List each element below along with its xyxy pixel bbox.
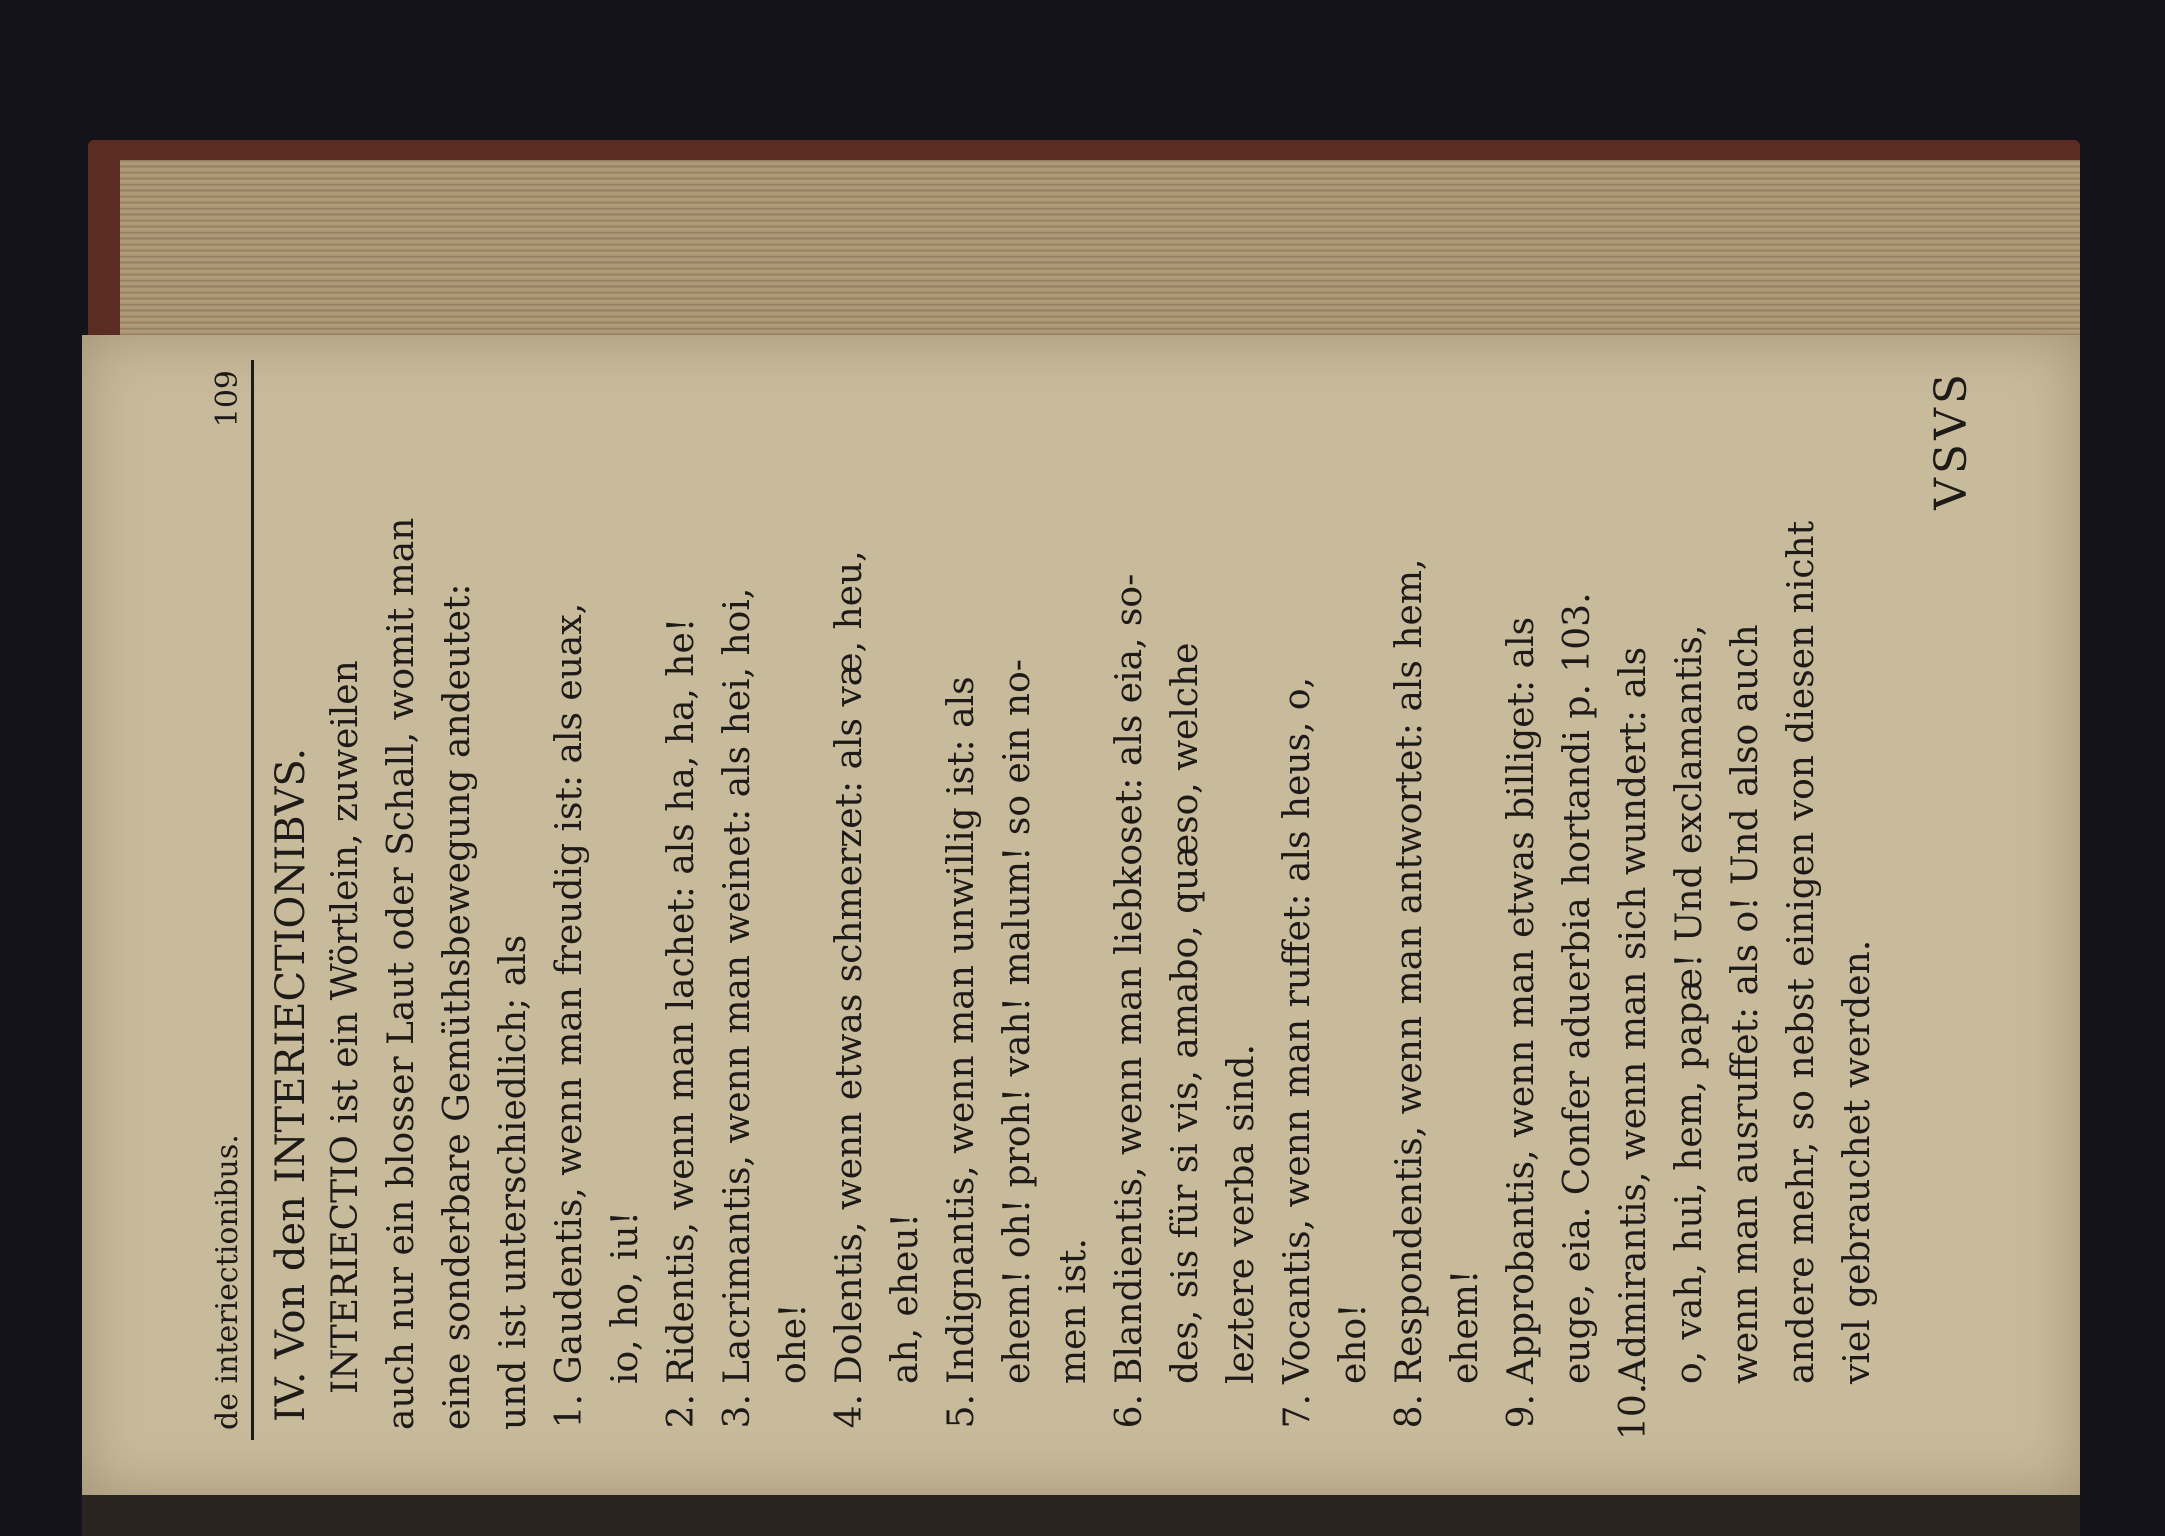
item-number: 6. bbox=[1109, 1394, 1150, 1429]
bottom-edge bbox=[82, 1495, 2080, 1536]
item-line: wenn man ausruffet: als o! Und also auch bbox=[1725, 624, 1766, 1384]
item-number: 10. bbox=[1613, 1382, 1654, 1440]
item-line: ehem! oh! proh! vah! malum! so ein no- bbox=[997, 659, 1038, 1384]
item-line: Respondentis, wenn man antwortet: als hem, bbox=[1389, 558, 1430, 1384]
item-number: 3. bbox=[717, 1394, 758, 1429]
item-line: Admirantis, wenn man sich wundert: als bbox=[1613, 646, 1654, 1384]
text-block bbox=[210, 360, 1977, 1440]
item-text bbox=[1606, 360, 1886, 1384]
list-item bbox=[822, 360, 934, 1440]
intro-line: und ist unterschiedlich; als bbox=[493, 934, 534, 1430]
list-item bbox=[710, 360, 822, 1440]
item-line: o, vah, hui, hem, papæ! Und exclamantis, bbox=[1669, 624, 1710, 1384]
item-line: euge, eia. Confer aduerbia hortandi p. 103. bbox=[1557, 592, 1598, 1384]
list-item bbox=[1382, 360, 1494, 1440]
item-line: men ist. bbox=[1053, 1238, 1094, 1384]
item-text bbox=[710, 360, 822, 1384]
item-line: Dolentis, wenn etwas schmerzet: als væ, heu, bbox=[829, 550, 870, 1384]
list-item bbox=[1270, 360, 1382, 1440]
item-text bbox=[822, 360, 934, 1384]
item-line: Indignantis, wenn man unwillig ist: als bbox=[941, 676, 982, 1384]
list-item bbox=[1102, 360, 1270, 1440]
page-number: 109 bbox=[210, 370, 245, 428]
item-line: Approbantis, wenn man etwas billiget: als bbox=[1501, 616, 1542, 1384]
section-title: IV. Von den INTERIECTIONIBVS. bbox=[268, 747, 314, 1422]
item-text bbox=[1102, 360, 1270, 1384]
item-line: ah, eheu! bbox=[885, 1213, 926, 1384]
item-text bbox=[542, 360, 654, 1384]
item-text bbox=[654, 360, 710, 1384]
item-line: Ridentis, wenn man lachet: als ha, ha, he! bbox=[661, 617, 702, 1384]
item-line: Vocantis, wenn man ruffet: als heus, o, bbox=[1277, 676, 1318, 1384]
running-header bbox=[210, 360, 254, 1440]
item-line: io, ho, iu! bbox=[605, 1211, 646, 1384]
intro-line: auch nur ein blosser Laut oder Schall, womit man bbox=[381, 517, 422, 1430]
item-line: ohe! bbox=[773, 1303, 814, 1384]
list-item bbox=[1494, 360, 1606, 1440]
item-number: 9. bbox=[1501, 1394, 1542, 1429]
item-line: Gaudentis, wenn man freudig ist: als euax, bbox=[549, 602, 590, 1384]
item-number: 5. bbox=[941, 1394, 982, 1429]
item-line: eho! bbox=[1333, 1303, 1374, 1384]
item-line: Lacrimantis, wenn man weinet: als hei, hoi, bbox=[717, 587, 758, 1384]
item-number: 8. bbox=[1389, 1394, 1430, 1429]
item-number: 7. bbox=[1277, 1394, 1318, 1429]
item-number: 2. bbox=[661, 1394, 702, 1429]
list-item bbox=[542, 360, 654, 1440]
intro-line: eine sonderbare Gemüthsbewegung andeutet: bbox=[437, 583, 478, 1430]
item-line: andere mehr, so nebst einigen von diesen nicht bbox=[1781, 520, 1822, 1384]
intro-paragraph bbox=[318, 360, 542, 1440]
item-line: viel gebrauchet werden. bbox=[1837, 939, 1878, 1384]
catchword: VSVS bbox=[1926, 370, 1977, 510]
running-title: de interiectionibus. bbox=[210, 1134, 245, 1430]
list-item bbox=[654, 360, 710, 1440]
item-text bbox=[934, 360, 1102, 1384]
item-line: Blandientis, wenn man liebkoset: als eia, so- bbox=[1109, 573, 1150, 1384]
page-edges bbox=[120, 160, 2080, 350]
item-number: 4. bbox=[829, 1394, 870, 1429]
intro-line: INTERIECTIO ist ein Wörtlein, zuweilen bbox=[325, 660, 366, 1394]
item-line: des, sis für si vis, amabo, quæso, welche bbox=[1165, 642, 1206, 1384]
list-item bbox=[1606, 360, 1886, 1440]
item-text bbox=[1382, 360, 1494, 1384]
interjection-list bbox=[542, 360, 1886, 1440]
item-number: 1. bbox=[549, 1394, 590, 1429]
item-text bbox=[1270, 360, 1382, 1384]
item-line: ehem! bbox=[1445, 1269, 1486, 1384]
list-item bbox=[934, 360, 1102, 1440]
item-text bbox=[1494, 360, 1606, 1384]
item-line: leztere verba sind. bbox=[1221, 1044, 1262, 1384]
